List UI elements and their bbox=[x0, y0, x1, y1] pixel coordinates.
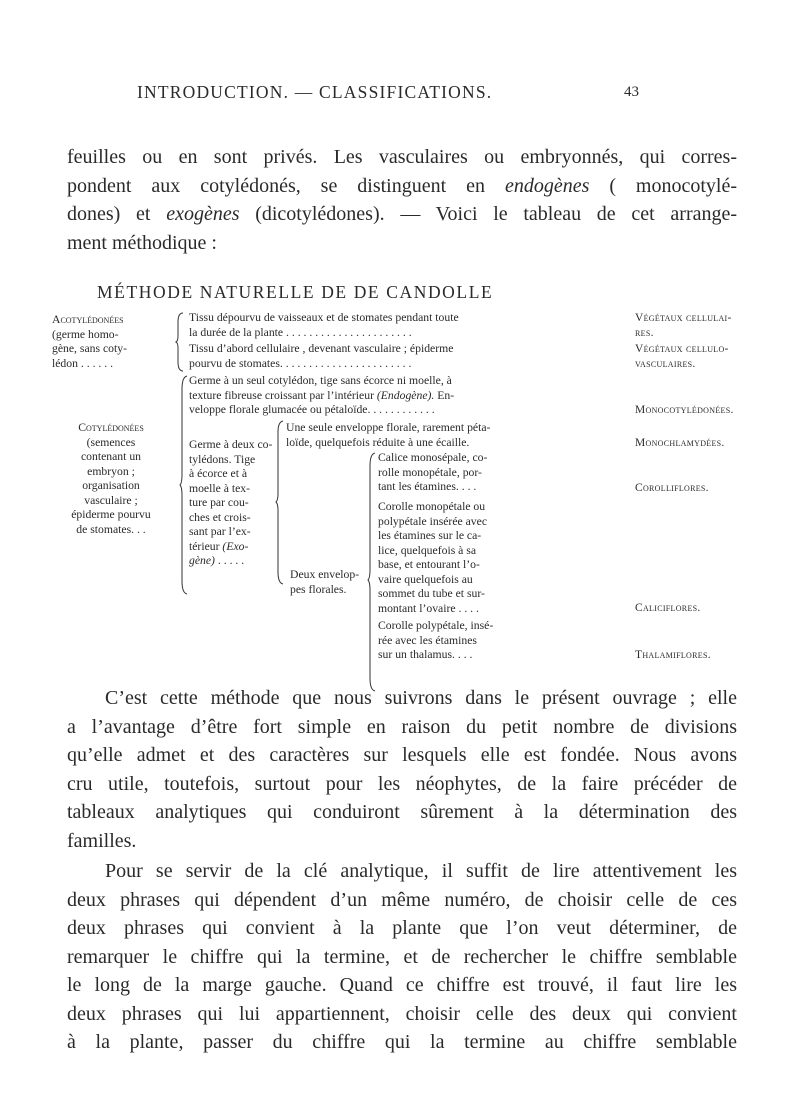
acotyledonees-option-1: Tissu dépourvu de vaisseaux et de stomates pendant toute la durée de la plante . . . . . . . . . . . . . . . . . . . . . . bbox=[189, 311, 459, 339]
paragraph-1-line: cru utile, toutefois, surtout pour les néophytes, de la faire précéder de bbox=[67, 772, 737, 795]
endogenes-term: endogènes bbox=[504, 174, 590, 197]
intro-line-4: ment méthodique : bbox=[67, 231, 217, 254]
acotyledonees-brace bbox=[176, 312, 184, 372]
paragraph-2-line: deux phrases qui convient à la plante que l’on veut déterminer, de bbox=[67, 917, 737, 939]
paragraph-2-line: deux phrases qui dépendent d’un même numéro, de choisir celle de ces bbox=[67, 888, 737, 911]
page-number: 43 bbox=[624, 84, 639, 100]
dicotyledonees-description: Germe à deux co- tylédons. Tige à écorce et à moelle à tex- ture par cou- ches et crois- sant par l’ex- térieur (Exo- gène) . . . . . bbox=[189, 438, 273, 567]
two-envelopes-brace bbox=[368, 452, 376, 692]
two-envelopes-description: Deux envelop- pes florales. bbox=[290, 568, 360, 596]
method-title: MÉTHODE NATURELLE DE DE CANDOLLE bbox=[97, 282, 494, 302]
result-thalamiflores: Thalamiflores. bbox=[635, 649, 711, 661]
result-monochlamydees: Monochlamydées. bbox=[635, 437, 725, 449]
acotyledonees-option-2: Tissu d’abord cellulaire , devenant vasculaire ; épiderme pourvu de stomates. . . . . . . . . . . . . . . . . . . . . . . bbox=[189, 342, 454, 370]
body-paragraph-1 bbox=[67, 684, 737, 855]
cotyledonees-label: Cotylédonées (semences contenant un embryon ; organisation vasculaire ; épiderme pourvu de stomates. . . bbox=[71, 421, 151, 536]
corolle-monopetale-description: Corolle monopétale ou polypétale insérée avec les étamines sur le ca- lice, quelquefois à sa base, et entourant l’o- vaire quelquefois au sommet du tube et sur- montant l’ovaire . . . . bbox=[378, 500, 488, 615]
paragraph-1-line: tableaux analytiques qui conduiront sûrement à la détermination des bbox=[67, 801, 737, 823]
intro-paragraph bbox=[67, 143, 737, 257]
monocotyledonees-description: Germe à un seul cotylédon, tige sans écorce ni moelle, à texture fibreuse croissant par l’intérieur (Endogène). En- veloppe florale glumacée ou pétaloïde. . . . . . . . . . . . bbox=[189, 374, 455, 416]
dicotyledonees-brace bbox=[276, 420, 284, 585]
result-monocotyledonees: Monocotylédonées. bbox=[635, 404, 734, 416]
exogenes-term: exogènes bbox=[166, 203, 240, 225]
paragraph-1-line: a l’avantage d’être fort simple en raison du petit nombre de divisions bbox=[67, 715, 737, 738]
paragraph-1-line: qu’elle admet et des caractères sur lesquels elle est fondée. Nous avons bbox=[67, 744, 737, 766]
intro-line-3: dones) et exogènes (dicotylédones). — Voici le tableau de cet arrange- bbox=[67, 203, 738, 225]
result-vegetaux-cellulo-vasculaires: Végétaux cellulo- vasculaires. bbox=[635, 343, 729, 370]
paragraph-2-line: remarquer le chiffre qui la termine, et de rechercher le chiffre semblable bbox=[67, 945, 737, 968]
running-header: INTRODUCTION. — CLASSIFICATIONS. bbox=[137, 82, 493, 102]
intro-line-2: pondent aux cotylédonés, se distinguent en endogènes ( monocotylé- bbox=[67, 174, 738, 197]
result-vegetaux-cellulaires: Végétaux cellulai- res. bbox=[635, 312, 732, 339]
body-paragraph-2 bbox=[67, 857, 737, 1057]
intro-line-1: feuilles ou en sont privés. Les vasculaires ou embryonnés, qui corres- bbox=[67, 146, 737, 168]
acotyledonees-label: Acotylédonées (germe homo- gène, sans coty- lédon . . . . . . bbox=[52, 313, 127, 370]
paragraph-2-line: à la plante, passer du chiffre qui la termine au chiffre semblable bbox=[67, 1031, 737, 1053]
cotyledonees-brace bbox=[180, 375, 188, 595]
paragraph-2-line: Pour se servir de la clé analytique, il suffit de lire attentivement les bbox=[105, 860, 737, 882]
one-envelope-description: Une seule enveloppe florale, rarement péta- loïde, quelquefois réduite à une écaille. bbox=[286, 421, 491, 449]
paragraph-1-line: familles. bbox=[67, 829, 137, 852]
paragraph-2-line: deux phrases qui lui appartiennent, choisir celle des deux qui convient bbox=[67, 1002, 737, 1025]
result-corolliflores: Corolliflores. bbox=[635, 482, 709, 494]
paragraph-2-line: le long de la marge gauche. Quand ce chiffre est trouvé, il faut lire les bbox=[67, 974, 737, 996]
result-caliciflores: Caliciflores. bbox=[635, 602, 701, 614]
paragraph-1-line: C’est cette méthode que nous suivrons dans le présent ouvrage ; elle bbox=[105, 687, 737, 709]
calice-description: Calice monosépale, co- rolle monopétale, por- tant les étamines. . . . bbox=[378, 451, 488, 493]
corolle-polypetale-description: Corolle polypétale, insé- rée avec les étamines sur un thalamus. . . . bbox=[378, 619, 494, 661]
